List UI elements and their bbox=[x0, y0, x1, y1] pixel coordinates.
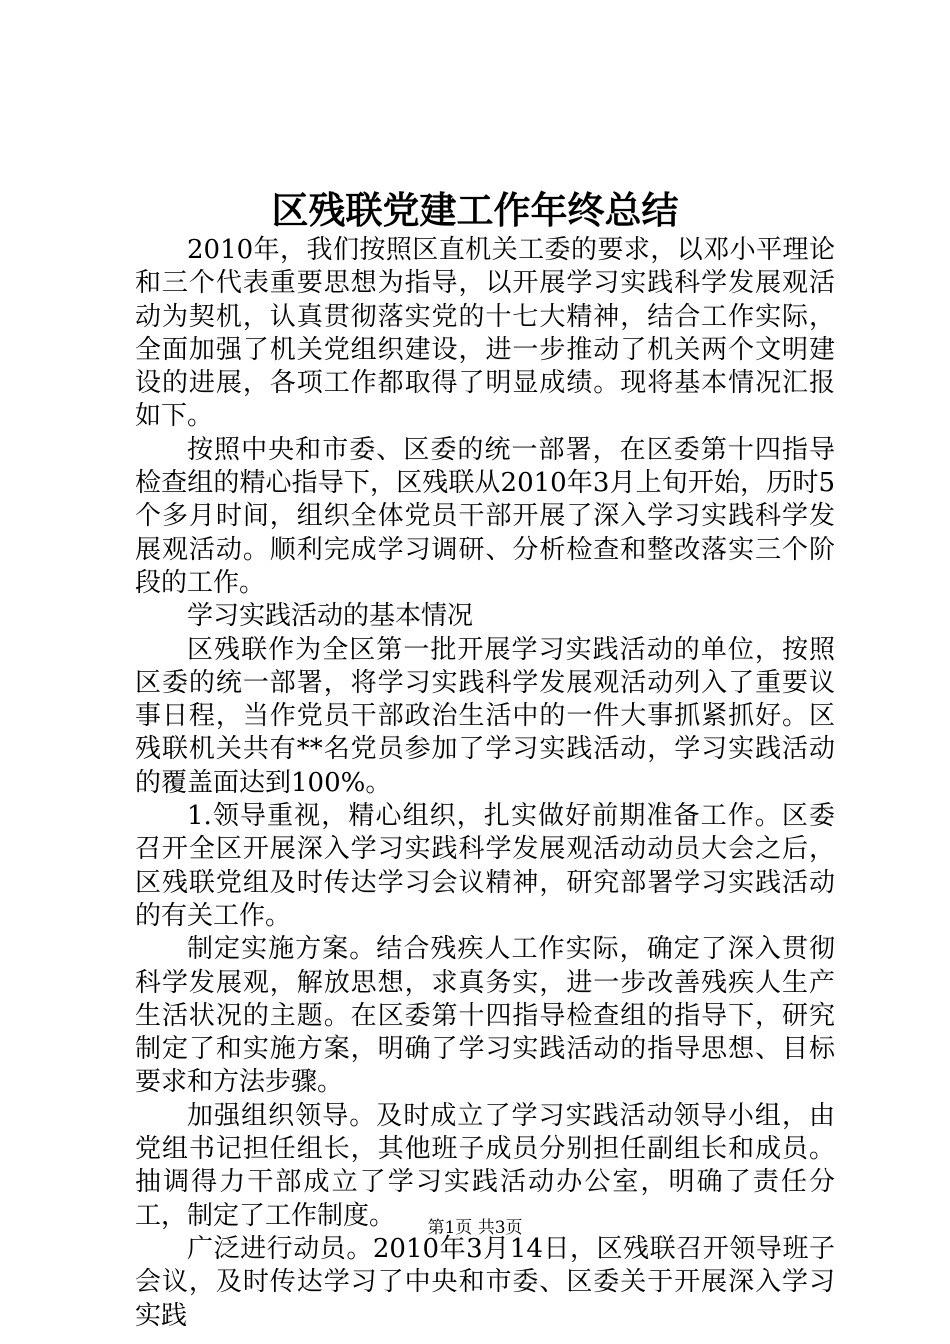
paragraph-deployment: 按照中央和市委、区委的统一部署，在区委第十四指导检查组的精心指导下，区残联从2010年3月上旬开始，历时5个多月时间，组织全体党员干部开展了深入学习实践科学发展观活动。顺利完成学习调研、分析检查和整改落实三个阶段的工作。 bbox=[135, 434, 835, 598]
document-title: 区残联党建工作年终总结 bbox=[271, 188, 679, 232]
paragraph-intro: 2010年，我们按照区直机关工委的要求，以邓小平理论和三个代表重要思想为指导，以开展学习实践科学发展观活动为契机，认真贯彻落实党的十七大精神，结合工作实际，全面加强了机关党组织建设，进一步推动了机关两个文明建设的进展，各项工作都取得了明显成绩。现将基本情况汇报如下。 bbox=[135, 235, 835, 432]
section-heading: 学习实践活动的基本情况 bbox=[187, 601, 474, 632]
paragraph-organization: 加强组织领导。及时成立了学习实践活动领导小组，由党组书记担任组长，其他班子成员分别担任副组长和成员。抽调得力干部成立了学习实践活动办公室，明确了责任分工，制定了工作制度。 bbox=[135, 1100, 835, 1231]
paragraph-plan: 制定实施方案。结合残疾人工作实际，确定了深入贯彻科学发展观，解放思想，求真务实，进一步改善残疾人生产生活状况的主题。在区委第十四指导检查组的指导下，研究制定了和实施方案，明确了学习实践活动的指导思想、目标要求和方法步骤。 bbox=[135, 934, 835, 1098]
paragraph-basic-situation: 区残联作为全区第一批开展学习实践活动的单位，按照区委的统一部署，将学习实践科学发展观活动列入了重要议事日程，当作党员干部政治生活中的一件大事抓紧抓好。区残联机关共有**名党员参加了学习实践活动，学习实践活动的覆盖面达到100%。 bbox=[135, 634, 835, 798]
document-body bbox=[135, 234, 835, 1333]
paragraph-leadership: 1.领导重视，精心组织，扎实做好前期准备工作。区委召开全区开展深入学习实践科学发展观活动动员大会之后，区残联党组及时传达学习会议精神，研究部署学习实践活动的有关工作。 bbox=[135, 801, 835, 931]
page-footer: 第1页 共3页 bbox=[427, 1218, 523, 1238]
paragraph-mobilization: 广泛进行动员。2010年3月14日，区残联召开领导班子会议，及时传达学习了中央和市委、区委关于开展深入学习实践 bbox=[135, 1233, 835, 1331]
